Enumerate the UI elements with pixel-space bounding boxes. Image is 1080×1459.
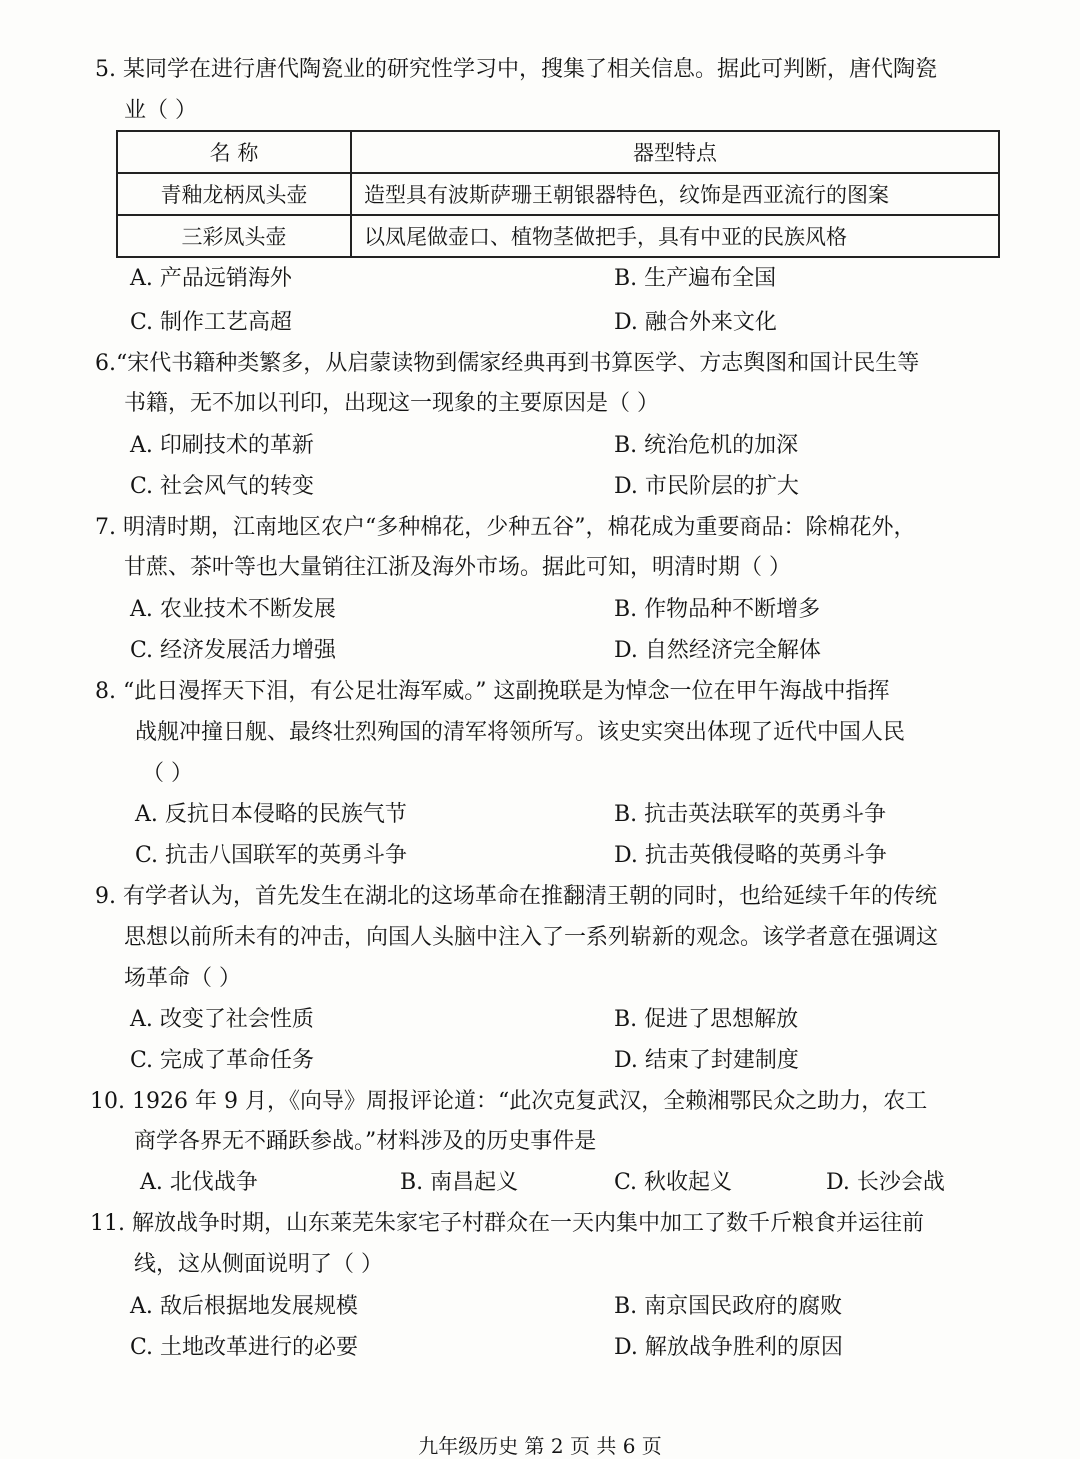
q8-stem-line3: （ ） [142, 761, 193, 786]
q9-stem-line1: 9. 有学者认为，首先发生在湖北的这场革命在推翻清王朝的同时，也给延续千年的传统 [95, 884, 937, 909]
q8-option-d: D. 抗击英俄侵略的英勇斗争 [614, 843, 887, 868]
q10-option-a: A. 北伐战争 [140, 1170, 258, 1195]
q8-option-b: B. 抗击英法联军的英勇斗争 [614, 802, 887, 827]
q5-stem-line1: 5. 某同学在进行唐代陶瓷业的研究性学习中，搜集了相关信息。据此可判断，唐代陶瓷 [95, 57, 937, 82]
q7-stem-line1: 7. 明清时期，江南地区农户“多种棉花，少种五谷”，棉花成为重要商品：除棉花外， [95, 515, 916, 540]
table-header-name: 名 称 [117, 131, 351, 173]
q9-option-b: B. 促进了思想解放 [614, 1007, 799, 1032]
q5-option-d: D. 融合外来文化 [614, 310, 777, 335]
table-row [117, 173, 999, 215]
q9-option-a: A. 改变了社会性质 [130, 1007, 314, 1032]
q6-stem-line2: 书籍，无不加以刊印，出现这一现象的主要原因是（ ） [124, 391, 659, 416]
table-cell: 青釉龙柄凤头壶 [117, 173, 351, 215]
q11-stem-line1: 11. 解放战争时期，山东莱芜朱家宅子村群众在一天内集中加工了数千斤粮食并运往前 [90, 1211, 924, 1236]
q10-stem-line2: 商学各界无不踊跃参战。”材料涉及的历史事件是 [134, 1129, 597, 1154]
table-cell: 造型具有波斯萨珊王朝银器特色，纹饰是西亚流行的图案 [351, 173, 999, 215]
q7-stem-line2: 甘蔗、茶叶等也大量销往江浙及海外市场。据此可知，明清时期（ ） [124, 555, 791, 580]
page-footer: 九年级历史 第 2 页 共 6 页 [418, 1434, 662, 1458]
q8-stem-line1: 8. “此日漫挥天下泪，有公足壮海军威。” 这副挽联是为悼念一位在甲午海战中指挥 [95, 679, 890, 704]
q9-option-d: D. 结束了封建制度 [614, 1048, 799, 1073]
q6-option-b: B. 统治危机的加深 [614, 433, 799, 458]
q5-option-c: C. 制作工艺高超 [130, 310, 293, 335]
q6-option-d: D. 市民阶层的扩大 [614, 474, 799, 499]
q5-option-b: B. 生产遍布全国 [614, 266, 777, 291]
q7-option-c: C. 经济发展活力增强 [130, 638, 337, 663]
q11-option-d: D. 解放战争胜利的原因 [614, 1335, 843, 1360]
q8-stem-line2: 战舰冲撞日舰、最终壮烈殉国的清军将领所写。该史实突出体现了近代中国人民 [135, 720, 906, 745]
q8-option-a: A. 反抗日本侵略的民族气节 [135, 802, 407, 827]
q5-info-table [116, 130, 1000, 258]
q7-option-a: A. 农业技术不断发展 [130, 597, 336, 622]
table-header-row [117, 131, 999, 173]
q11-stem-line2: 线，这从侧面说明了（ ） [134, 1252, 383, 1277]
q9-stem-line3: 场革命（ ） [124, 966, 241, 991]
q10-option-d: D. 长沙会战 [826, 1170, 945, 1195]
q7-option-d: D. 自然经济完全解体 [614, 638, 821, 663]
q9-stem-line2: 思想以前所未有的冲击，向国人头脑中注入了一系列崭新的观念。该学者意在强调这 [124, 925, 939, 950]
q10-stem-line1: 10. 1926 年 9 月，《向导》周报评论道：“此次克复武汉，全赖湘鄂民众之助力，农工 [90, 1089, 928, 1114]
q10-option-b: B. 南昌起义 [400, 1170, 519, 1195]
table-header-features: 器型特点 [351, 131, 999, 173]
q6-option-a: A. 印刷技术的革新 [130, 433, 314, 458]
table-cell: 以凤尾做壶口、植物茎做把手，具有中亚的民族风格 [351, 215, 999, 257]
table-row [117, 215, 999, 257]
q10-option-c: C. 秋收起义 [614, 1170, 733, 1195]
q7-option-b: B. 作物品种不断增多 [614, 597, 821, 622]
q5-stem-line2: 业（ ） [124, 98, 197, 123]
q11-option-c: C. 土地改革进行的必要 [130, 1335, 359, 1360]
q9-option-c: C. 完成了革命任务 [130, 1048, 315, 1073]
q8-option-c: C. 抗击八国联军的英勇斗争 [135, 843, 408, 868]
q11-option-a: A. 敌后根据地发展规模 [130, 1294, 358, 1319]
q6-option-c: C. 社会风气的转变 [130, 474, 315, 499]
table-cell: 三彩凤头壶 [117, 215, 351, 257]
q5-option-a: A. 产品远销海外 [130, 266, 292, 291]
q6-stem-line1: 6.“宋代书籍种类繁多，从启蒙读物到儒家经典再到书算医学、方志舆图和国计民生等 [95, 351, 920, 376]
q11-option-b: B. 南京国民政府的腐败 [614, 1294, 843, 1319]
